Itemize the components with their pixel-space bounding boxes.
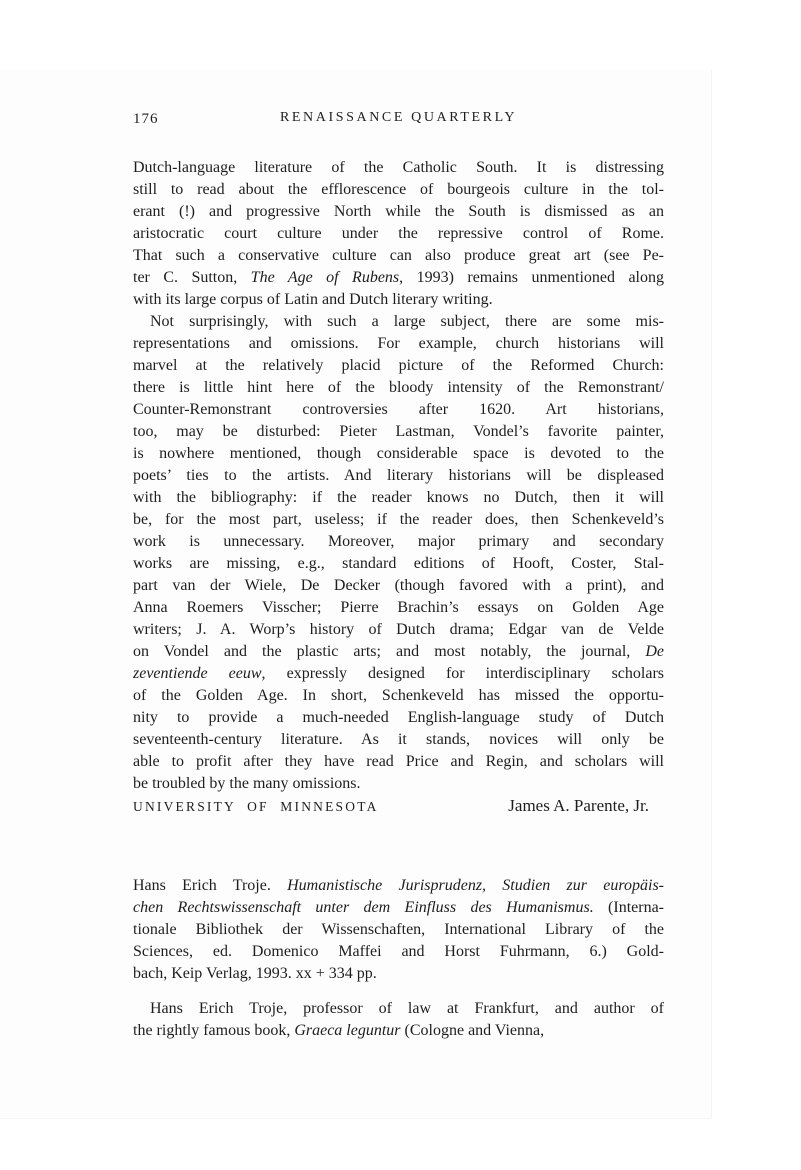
text-line [133, 685, 664, 707]
italic-text-segment: Graeca leguntur [294, 1022, 401, 1039]
text-line [133, 597, 664, 619]
text-segment: marvel at the relatively placid picture of the Reformed Church: [133, 357, 664, 374]
text-segment: with its large corpus of Latin and Dutch literary writing. [133, 291, 493, 308]
text-segment: of the Golden Age. In short, Schenkeveld has missed the opportu- [133, 687, 664, 704]
italic-text-segment: zeventiende eeuw [133, 665, 262, 682]
text-line [133, 179, 664, 201]
text-segment: too, may be disturbed: Pieter Lastman, Vondel’s favorite painter, [133, 423, 664, 440]
text-line [133, 421, 664, 443]
text-segment: Sciences, ed. Domenico Maffei and Horst Fuhrmann, 6.) Gold- [133, 943, 664, 960]
journal-title: RENAISSANCE QUARTERLY [279, 110, 518, 125]
text-segment: nity to provide a much-needed English-language study of Dutch [133, 709, 664, 726]
text-segment: Hans Erich Troje, professor of law at Frankfurt, and author of [150, 1000, 664, 1017]
italic-text-segment: Humanistische Jurisprudenz, Studien zur europäis- [287, 877, 664, 894]
text-line [133, 575, 664, 597]
text-line [133, 311, 664, 333]
text-segment: That such a conservative culture can also produce great art (see Pe- [133, 247, 664, 264]
text-line [133, 553, 664, 575]
text-segment: Anna Roemers Visscher; Pierre Brachin’s essays on Golden Age [133, 599, 664, 616]
text-segment: writers; J. A. Worp’s history of Dutch drama; Edgar van de Velde [133, 621, 664, 638]
text-segment: bach, Keip Verlag, 1993. xx + 334 pp. [133, 965, 377, 982]
text-segment: (Interna- [593, 899, 664, 916]
text-segment: be, for the most part, useless; if the reader does, then Schenkeveld’s [133, 511, 664, 528]
text-segment: is nowhere mentioned, though considerable space is devoted to the [133, 445, 664, 462]
text-line [133, 355, 664, 377]
text-line [133, 875, 664, 897]
text-line [133, 751, 664, 773]
text-line [133, 487, 664, 509]
text-line [133, 399, 664, 421]
text-segment: (Cologne and Vienna, [400, 1022, 545, 1039]
text-line [133, 289, 664, 311]
italic-text-segment: The Age of Rubens [250, 269, 400, 286]
text-segment: there is little hint here of the bloody intensity of the Remonstrant/ [133, 379, 664, 396]
review-signature [133, 795, 664, 817]
running-head [133, 110, 664, 130]
text-segment: erant (!) and progressive North while the South is dismissed as an [133, 203, 664, 220]
text-line [133, 1020, 664, 1042]
text-line [133, 531, 664, 553]
italic-text-segment: chen Rechtswissenschaft unter dem Einfluss des Humanismus. [133, 899, 594, 916]
text-line [133, 619, 664, 641]
text-line [133, 443, 664, 465]
text-line [133, 245, 664, 267]
text-line [133, 641, 664, 663]
text-segment: seventeenth-century literature. As it stands, novices will only be [133, 731, 664, 748]
text-line [133, 223, 664, 245]
text-segment: be troubled by the many omissions. [133, 775, 361, 792]
text-line [133, 663, 664, 685]
book-review-schenkeveld-continuation [133, 157, 664, 817]
review-paragraph [133, 311, 664, 795]
text-line [133, 377, 664, 399]
text-segment: representations and omissions. For example, church historians will [133, 335, 664, 352]
text-line [133, 333, 664, 355]
text-segment: poets’ ties to the artists. And literary historians will be displeased [133, 467, 664, 484]
text-segment: ter C. Sutton, [133, 269, 251, 286]
text-line [133, 729, 664, 751]
text-segment: part van der Wiele, De Decker (though favored with a print), and [133, 577, 664, 594]
text-line [133, 919, 664, 941]
italic-text-segment: De [645, 643, 664, 660]
text-segment: still to read about the efflorescence of bourgeois culture in the tol- [133, 181, 664, 198]
text-line [133, 998, 664, 1020]
text-segment: the rightly famous book, [133, 1022, 295, 1039]
text-segment: works are missing, e.g., standard editions of Hooft, Coster, Stal- [133, 555, 664, 572]
text-line [133, 941, 664, 963]
text-segment: tionale Bibliothek der Wissenschaften, International Library of the [133, 921, 664, 938]
text-segment: on Vondel and the plastic arts; and most notably, the journal, [133, 643, 646, 660]
text-line [133, 201, 664, 223]
text-segment: Hans Erich Troje. [133, 877, 288, 894]
text-segment: with the bibliography: if the reader knows no Dutch, then it will [133, 489, 664, 506]
text-segment: Counter-Remonstrant controversies after 1620. Art historians, [133, 401, 664, 418]
text-line [133, 267, 664, 289]
text-line [133, 707, 664, 729]
text-segment: aristocratic court culture under the repressive control of Rome. [133, 225, 664, 242]
text-segment: work is unnecessary. Moreover, major primary and secondary [133, 533, 664, 550]
text-segment: able to profit after they have read Price and Regin, and scholars will [133, 753, 664, 770]
text-line [133, 773, 664, 795]
reviewer-name: James A. Parente, Jr. [508, 796, 649, 815]
book-citation [133, 875, 664, 985]
review-paragraph [133, 157, 664, 311]
text-line [133, 465, 664, 487]
reviewer-affiliation: UNIVERSITY OF MINNESOTA [133, 799, 379, 814]
book-review-troje [133, 875, 664, 1042]
page-number: 176 [133, 111, 159, 127]
text-line [133, 509, 664, 531]
text-segment: , 1993) remains unmentioned along [399, 269, 664, 286]
review-paragraph [133, 998, 664, 1042]
page-body [133, 157, 664, 1042]
text-line [133, 157, 664, 179]
text-segment: Not surprisingly, with such a large subject, there are some mis- [150, 313, 664, 330]
text-segment: , expressly designed for interdisciplinary scholars [261, 665, 664, 682]
text-segment: Dutch-language literature of the Catholic South. It is distressing [133, 159, 664, 176]
text-line [133, 897, 664, 919]
text-line [133, 963, 664, 985]
